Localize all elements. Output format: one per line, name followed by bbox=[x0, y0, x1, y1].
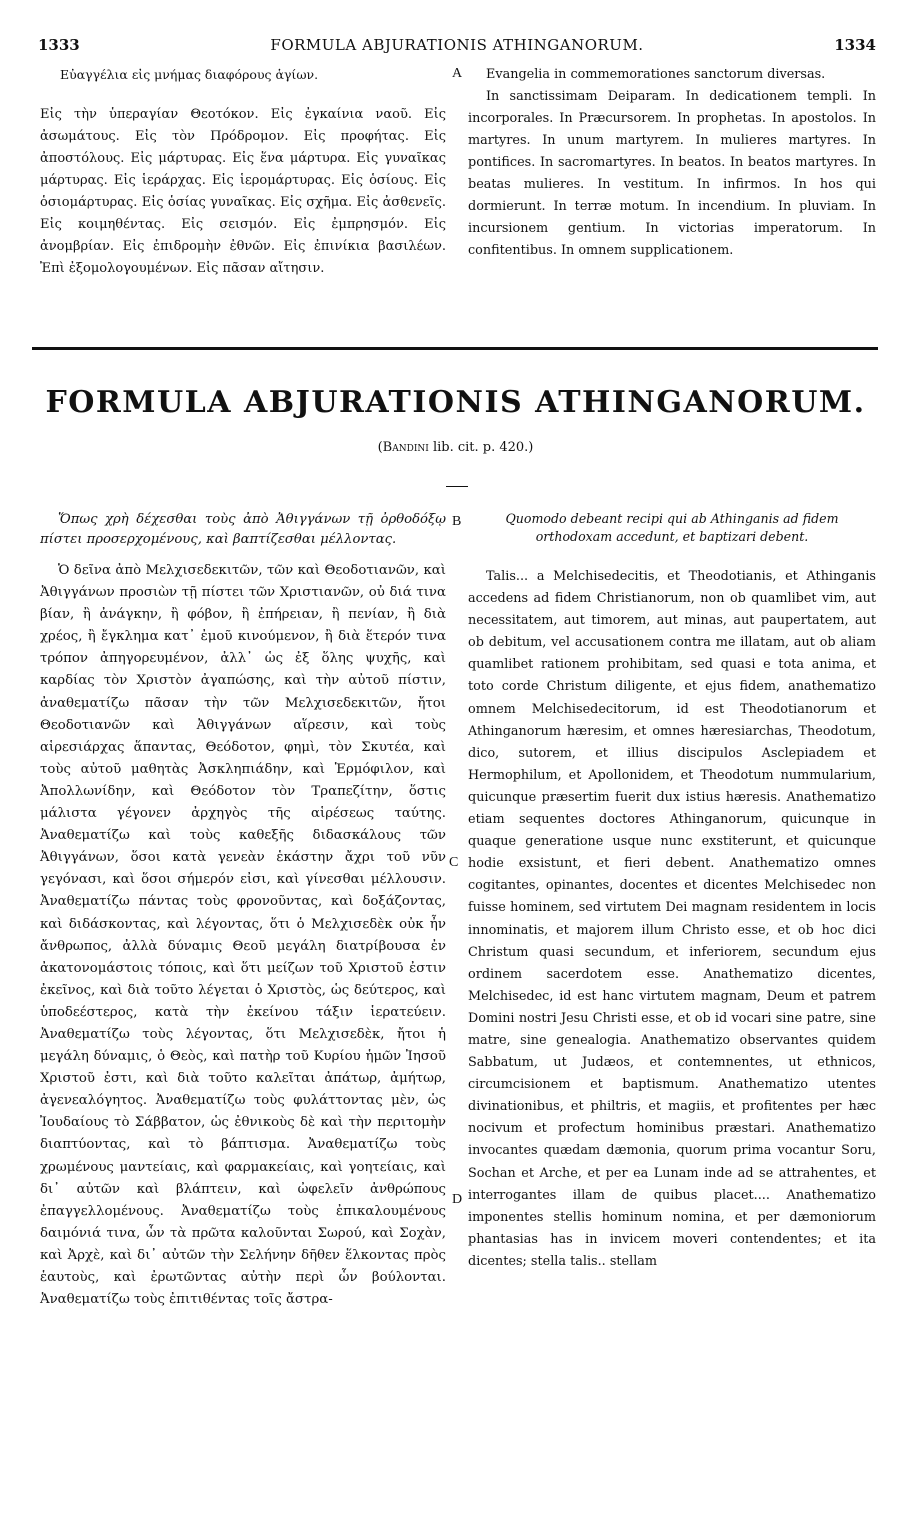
greek-section-heading: Ὅπως χρὴ δέχεσθαι τοὺς ἀπὸ Ἀθιγγάνων τῇ ὀρθοδόξῳ πίστει προσερχομένους, καὶ βαπτίζεσθαι μέλλοντας. bbox=[40, 512, 446, 547]
page-number-left: 1333 bbox=[38, 36, 80, 54]
page-number-right: 1334 bbox=[834, 36, 876, 54]
latin-section-heading: Quomodo debeant recipi qui ab Athinganis ad fidem orthodoxam accedunt, et baptizari debent. bbox=[505, 511, 839, 544]
top-latin-heading: Evangelia in commemorationes sanctorum diversas. bbox=[486, 67, 826, 82]
running-head bbox=[38, 36, 876, 58]
running-title: FORMULA ABJURATIONIS ATHINGANORUM. bbox=[270, 36, 644, 54]
title-dash bbox=[446, 486, 468, 487]
top-greek-column bbox=[40, 64, 446, 280]
top-latin-column bbox=[468, 64, 876, 262]
top-latin-paragraph: In sanctissimam Deiparam. In dedicationem templi. In incorporales. In Præcursorem. In prophetas. In apostolos. In martyres. In unum martyrem. In mulieres martyres. In pontifices. In sacromartyres. In beatos. In beatos martyres. In beatas mulieres. In vestitum. In infirmos. In hos qui dormierunt. In terræ motum. In incendium. In pluviam. In incursionem gentium. In victorias imperatorum. In confitentibus. In omnem supplicationem. bbox=[468, 89, 876, 258]
source-name: Bandini bbox=[382, 440, 429, 455]
top-greek-heading: Εὐαγγέλια εἰς μνήμας διαφόρους ἁγίων. bbox=[60, 67, 319, 82]
margin-marker-d: D bbox=[452, 1192, 463, 1207]
source-reference: (Bandini lib. cit. p. 420.) bbox=[377, 440, 534, 455]
page-title: FORMULA ABJURATIONIS ATHINGANORUM. bbox=[45, 385, 866, 420]
margin-marker-b: B bbox=[452, 514, 462, 529]
latin-body-text: Talis... a Melchisedecitis, et Theodotianis, et Athinganis accedens ad fidem Christianorum, non ob quamlibet vim, aut necessitatem, aut timorem, aut minas, aut paupertatem, aut ob debitum, vel accusationem contra me illatam, aut ob aliam quamlibet rationem prohibitam, sed quasi e tota anima, et toto corde Christum diligente, et ejus fidem, anathematizo omnem Melchisedecitorum, id est Theodotianorum et Athinganorum hæresim, et omnes hæresiarchas, Theodotum, dico, sutorem, et illius discipulos Asclepiadem et Hermophilum, et Apollonidem, et Theodotum nummularium, quicunque præsertim fuerit dux istius hæresis. Anathematizo etiam sequentes doctores Athinganorum, quicunque in quaque generatione usque nunc exstiterunt, et quicunque hodie exsistunt, et fieri debent. Anathematizo omnes cogitantes, opinantes, docentes et dicentes Melchisedec non fuisse hominem, sed virtutem Dei magnam residentem in locis innominatis, et majorem illum Christo esse, et ob hoc dici Christum quasi secundum, et inferiorem, secundum ejus ordinem sacerdotem esse. Anathematizo dicentes, Melchisedec, id est hanc virtutem magnam, Deum et patrem Domini nostri Jesu Christi esse, et ob id vocari sine patre, sine matre, sine genealogia. Anathematizo observantes quidem Sabbatum, ut Judæos, et contemnentes, ut ethnicos, circumcisionem et baptismum. Anathematizo utentes divinationibus, et philtris, et magiis, et profitentes per hæc nocivum et profectum hominibus præstari. Anathematizo invocantes quædam dæmonia, quorum prima vocantur Soru, Sochan et Arche, et per ea Lunam inde ad se attrahentes, et interrogantes illam de quibus placet.... Anathematizo imponentes stellis hominum nomina, et per dæmoniorum phantasias has in invicem moveri contendentes; et ita dicentes; stella talis.. stellam bbox=[468, 569, 876, 1269]
top-greek-paragraph: Εἰς τὴν ὑπεραγίαν Θεοτόκον. Εἰς ἐγκαίνια ναοῦ. Εἰς ἀσωμάτους. Εἰς τὸν Πρόδρομον. Εἰς προφήτας. Εἰς ἀποστόλους. Εἰς μάρτυρας. Εἰς ἕνα μάρτυρα. Εἰς γυναῖκας μάρτυρας. Εἰς ἱεράρχας. Εἰς ἱερομάρτυρας. Εἰς ὁσίους. Εἰς ὁσιομάρτυρας. Εἰς ὁσίας γυναῖκας. Εἰς σχῆμα. Εἰς ἀσθενεῖς. Εἰς κοιμηθέντας. Εἰς σεισμόν. Εἰς ἐμπρησμόν. Εἰς ἀνομβρίαν. Εἰς ἐπιδρομὴν ἐθνῶν. Εἰς ἐπινίκια βασιλέων. Ἐπὶ ἐξομολογουμένων. Εἰς πᾶσαν αἴτησιν. bbox=[40, 107, 446, 276]
margin-marker-a: A bbox=[452, 66, 463, 81]
margin-marker-c: C bbox=[449, 855, 459, 870]
section-divider bbox=[32, 347, 878, 350]
body-latin-column bbox=[468, 510, 876, 1273]
greek-body-text: Ὁ δεῖνα ἀπὸ Μελχισεδεκιτῶν, τῶν καὶ Θεοδοτιανῶν, καὶ Ἀθιγγάνων προσιὼν τῇ πίστει τῶν Χριστιανῶν, οὐ διά τινα βίαν, ἢ ἀνάγκην, ἢ φόβον, ἢ ἐπήρειαν, ἢ πενίαν, ἢ διὰ χρέος, ἢ ἔγκλημα κατ᾿ ἐμοῦ κινούμενον, ἢ διὰ ἕτερόν τινα τρόπον ἀπηγορευμένον, ἀλλ᾿ ὡς ἐξ ὅλης ψυχῆς, καὶ καρδίας τὸν Χριστὸν ἀγαπώσης, καὶ τὴν αὐτοῦ πίστιν, ἀναθεματίζω πᾶσαν τὴν τῶν Μελχισεδεκιτῶν, ἤτοι Θεοδοτιανῶν καὶ Ἀθιγγάνων αἵρεσιν, καὶ τοὺς αἱρεσιάρχας ἅπαντας, Θεόδοτον, φημὶ, τὸν Σκυτέα, καὶ τοὺς αὐτοῦ μαθητὰς Ἀσκληπιάδην, καὶ Ἑρμόφιλον, καὶ Ἀπολλωνίδην, καὶ Θεόδοτον τὸν Τραπεζίτην, ὅστις μάλιστα γέγονεν ἀρχηγὸς τῆς αἱρέσεως ταύτης. Ἀναθεματίζω καὶ τοὺς καθεξῆς διδασκάλους τῶν Ἀθιγγάνων, ὅσοι κατὰ γενεὰν ἑκάστην ἄχρι τοῦ νῦν γεγόνασι, καὶ ὅσοι σήμερόν εἰσι, καὶ γίνεσθαι μέλλουσιν. Ἀναθεματίζω πάντας τοὺς φρονοῦντας, καὶ δοξάζοντας, καὶ διδάσκοντας, καὶ λέγοντας, ὅτι ὁ Μελχισεδὲκ οὐκ ἦν ἄνθρωπος, ἀλλὰ δύναμις Θεοῦ μεγάλη διατρίβουσα ἐν ἀκατονομάστοις τόποις, καὶ ὅτι μείζων τοῦ Χριστοῦ ἐστιν ἐκεῖνος, καὶ διὰ τοῦτο λέγεται ὁ Χριστὸς, ὡς δεύτερος, καὶ ὑποδεέστερος, κατὰ τὴν ἐκείνου τάξιν ἱερατεύειν. Ἀναθεματίζω τοὺς λέγοντας, ὅτι Μελχισεδὲκ, ἤτοι ἡ μεγάλη δύναμις, ὁ Θεὸς, καὶ πατὴρ τοῦ Κυρίου ἡμῶν Ἰησοῦ Χριστοῦ ἐστι, καὶ διὰ τοῦτο καλεῖται ἀπάτωρ, ἀμήτωρ, ἀγενεαλόγητος. Ἀναθεματίζω τοὺς φυλάττοντας μὲν, ὡς Ἰουδαίους τὸ Σάββατον, ὡς ἐθνικοὺς δὲ καὶ τὴν περιτομὴν διαπτύοντας, καὶ τὸ βάπτισμα. Ἀναθεματίζω τοὺς χρωμένους μαντείαις, καὶ φαρμακείαις, καὶ γοητείαις, καὶ δι᾿ αὐτῶν καὶ βλάπτειν, καὶ ὠφελεῖν ἀνθρώπους ἐπαγγελλομένους. Ἀναθεματίζω τοὺς ἐπικαλουμένους δαιμόνιά τινα, ὧν τὰ πρῶτα καλοῦνται Σωρού, καὶ Σοχὰν, καὶ Ἀρχὲ, καὶ δι᾿ αὐτῶν τὴν Σελήνην δῆθεν ἕλκοντας πρὸς ἑαυτοὺς, καὶ ἐρωτῶντας αὐτὴν περὶ ὧν βούλονται. Ἀναθεματίζω τοὺς ἐπιτιθέντας τοῖς ἄστρα- bbox=[40, 563, 446, 1308]
body-greek-column bbox=[40, 510, 446, 1311]
